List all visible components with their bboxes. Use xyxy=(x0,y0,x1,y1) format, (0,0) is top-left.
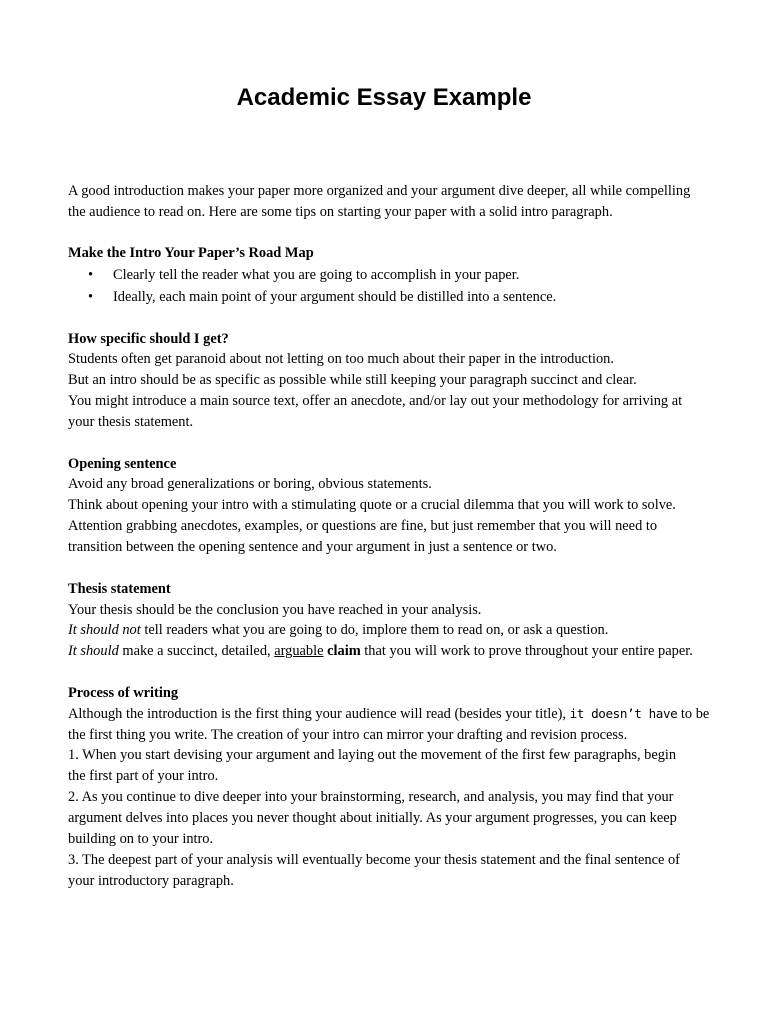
section-heading-road-map: Make the Intro Your Paper’s Road Map xyxy=(68,245,314,262)
paragraph-line: It should not tell readers what you are going to do, implore them to read on, or ask a question. xyxy=(68,622,609,639)
intro-line: the audience to read on. Here are some tips on starting your paper with a solid intro paragraph. xyxy=(68,203,613,220)
italic-phrase: It should not xyxy=(68,622,141,639)
section-heading-opening: Opening sentence xyxy=(68,455,177,472)
paragraph-line: transition between the opening sentence and your argument in just a sentence or two. xyxy=(68,539,557,556)
road-map-bullet-list xyxy=(68,265,728,308)
paragraph-line: Although the introduction is the first thing your audience will read (besides your title), it doesn’t have to be xyxy=(68,705,710,722)
paragraph-line: You might introduce a main source text, offer an anecdote, and/or lay out your methodology for arriving at xyxy=(68,393,683,410)
bullet-item: • Clearly tell the reader what you are going to accomplish in your paper. xyxy=(68,265,728,286)
paragraph-line: 1. When you start devising your argument and laying out the movement of the first few paragraphs, begin xyxy=(68,747,677,764)
paragraph-line: But an intro should be as specific as possible while still keeping your paragraph succinct and clear. xyxy=(68,372,637,389)
underlined-word: arguable xyxy=(274,643,324,660)
paragraph-line: Students often get paranoid about not letting on too much about their paper in the introduction. xyxy=(68,351,614,368)
paragraph-line: Avoid any broad generalizations or boring, obvious statements. xyxy=(68,476,432,493)
paragraph-line: the first part of your intro. xyxy=(68,768,219,785)
paragraph-line: the first thing you write. The creation of your intro can mirror your drafting and revision process. xyxy=(68,726,628,743)
italic-phrase: It should xyxy=(68,643,119,660)
section-heading-process: Process of writing xyxy=(68,684,179,701)
section-heading-specific: How specific should I get? xyxy=(68,330,229,347)
paragraph-line: argument delves into places you never thought about initially. As your argument progresses, you can keep xyxy=(68,810,677,827)
bullet-dot-icon: • xyxy=(88,267,94,284)
bullet-dot-icon: • xyxy=(88,289,94,306)
paragraph-line: 2. As you continue to dive deeper into your brainstorming, research, and analysis, you may find that your xyxy=(68,789,674,806)
paragraph-line: 3. The deepest part of your analysis will eventually become your thesis statement and the final sentence of xyxy=(68,851,680,868)
paragraph-line: Think about opening your intro with a stimulating quote or a crucial dilemma that you will work to solve. xyxy=(68,497,676,514)
paragraph-line: your introductory paragraph. xyxy=(68,872,234,889)
bold-word: claim xyxy=(327,643,361,660)
paragraph-line: your thesis statement. xyxy=(68,414,194,431)
document-title: Academic Essay Example xyxy=(236,84,532,111)
paragraph-line: Attention grabbing anecdotes, examples, or questions are fine, but just remember that you will need to xyxy=(68,518,658,535)
paragraph-line: It should make a succinct, detailed, arguable claim that you will work to prove throughout your entire paper. xyxy=(68,643,693,660)
section-heading-thesis: Thesis statement xyxy=(68,580,171,597)
paragraph-line: Your thesis should be the conclusion you have reached in your analysis. xyxy=(68,601,482,618)
document-body xyxy=(68,181,728,892)
bullet-item: • Ideally, each main point of your argument should be distilled into a sentence. xyxy=(68,287,728,308)
paragraph-line: building on to your intro. xyxy=(68,831,214,848)
mono-phrase: it doesn’t have xyxy=(569,705,678,721)
intro-line: A good introduction makes your paper more organized and your argument dive deeper, all while compelling xyxy=(68,183,691,199)
